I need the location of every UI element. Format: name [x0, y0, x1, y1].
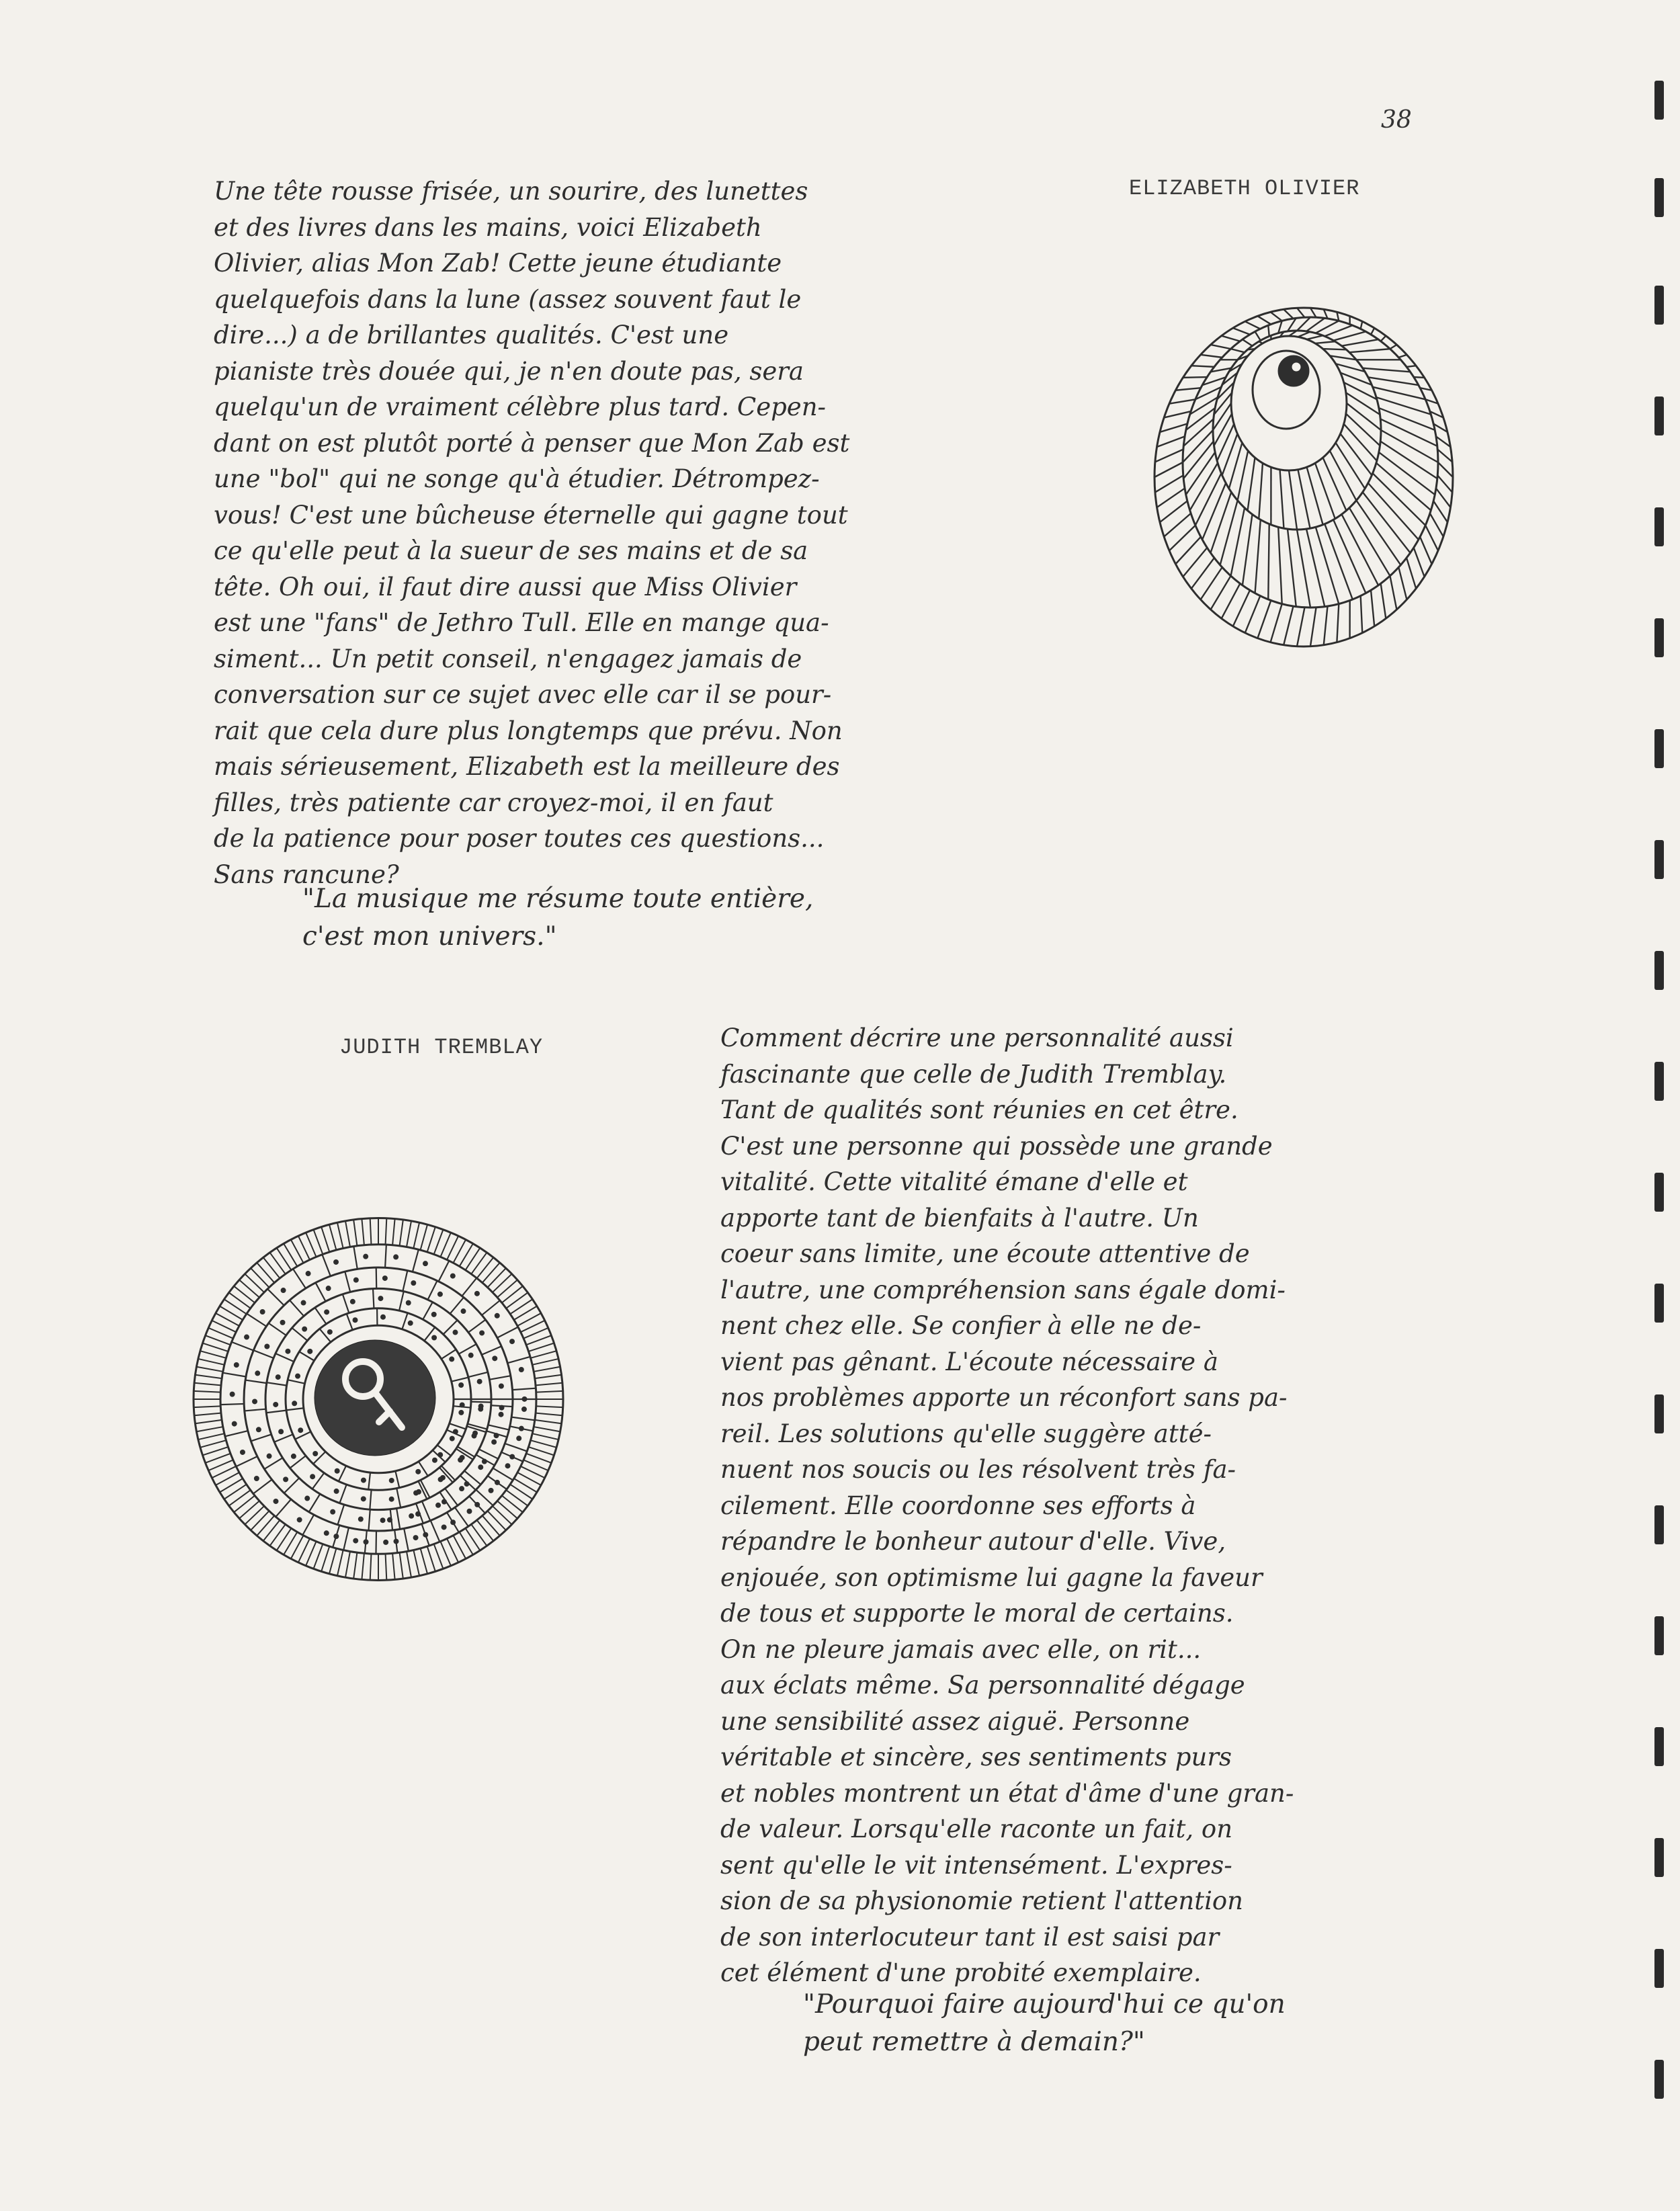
text-line: cilement. Elle coordonne ses efforts à: [720, 1491, 1196, 1520]
elizabeth-spiral-sketch-icon: [1142, 296, 1465, 659]
text-line: de la patience pour poser toutes ces questions...: [214, 824, 825, 853]
text-line: quelquefois dans la lune (assez souvent faut le: [214, 284, 802, 314]
text-line: coeur sans limite, une écoute attentive de: [720, 1239, 1250, 1268]
text-line: et des livres dans les mains, voici Elizabeth: [214, 212, 762, 242]
text-line: est une "fans" de Jethro Tull. Elle en mange qua-: [214, 608, 829, 637]
text-line: Comment décrire une personnalité aussi: [720, 1024, 1234, 1052]
binding-tab: [1654, 2060, 1664, 2099]
text-line: Sans rancune?: [214, 860, 399, 889]
profile-paragraph: [214, 173, 849, 892]
binding-tab: [1654, 1284, 1664, 1323]
binding-tab: [1654, 618, 1664, 657]
text-line: nos problèmes apporte un réconfort sans pa-: [720, 1383, 1288, 1412]
profile-paragraph: [720, 1020, 1294, 1991]
text-line: Une tête rousse frisée, un sourire, des lunettes: [214, 177, 808, 206]
text-line: apporte tant de bienfaits à l'autre. Un: [720, 1203, 1199, 1233]
text-line: rait que cela dure plus longtemps que prévu. Non: [214, 716, 843, 745]
profile-quote: [302, 880, 813, 956]
text-line: cet élément d'une probité exemplaire.: [720, 1958, 1202, 1987]
text-line: dire...) a de brillantes qualités. C'est une: [214, 321, 729, 349]
text-line: filles, très patiente car croyez-moi, il en faut: [214, 788, 773, 817]
binding-tab: [1654, 1505, 1664, 1544]
text-line: Olivier, alias Mon Zab! Cette jeune étudiante: [214, 249, 782, 278]
text-line: ce qu'elle peut à la sueur de ses mains et de sa: [214, 536, 808, 565]
text-line: tête. Oh oui, il faut dire aussi que Miss Olivier: [214, 572, 797, 601]
quote-line: "La musique me résume toute entière,: [302, 884, 814, 914]
text-line: enjouée, son optimisme lui gagne la faveur: [720, 1562, 1263, 1592]
text-line: de valeur. Lorsqu'elle raconte un fait, on: [720, 1814, 1233, 1843]
text-line: une "bol" qui ne songe qu'à étudier. Détrompez-: [214, 464, 820, 493]
text-line: conversation sur ce sujet avec elle car il se pour-: [214, 680, 832, 709]
text-line: On ne pleure jamais avec elle, on rit...: [720, 1634, 1202, 1664]
binding-tab: [1654, 1949, 1664, 1988]
binding-tab: [1654, 1838, 1664, 1877]
binding-tab: [1654, 840, 1664, 879]
text-line: Tant de qualités sont réunies en cet être.: [720, 1095, 1238, 1124]
binding-tab: [1654, 1394, 1664, 1433]
text-line: dant on est plutôt porté à penser que Mon Zab est: [214, 428, 850, 458]
quote-line: c'est mon univers.": [302, 921, 557, 952]
judith-disc-sketch-icon: [180, 1203, 583, 1593]
binding-tab: [1654, 1616, 1664, 1655]
profile-quote: [803, 1986, 1286, 2061]
text-line: fascinante que celle de Judith Tremblay.: [720, 1059, 1227, 1089]
text-line: vient pas gênant. L'écoute nécessaire à: [720, 1347, 1218, 1376]
profile-text-judith: [720, 1020, 1294, 1991]
binding-tab: [1654, 178, 1664, 217]
quote-line: "Pourquoi faire aujourd'hui ce qu'on: [803, 1989, 1286, 2019]
binding-tab: [1654, 951, 1664, 990]
page-number: 38: [1381, 106, 1412, 134]
text-line: pianiste très douée qui, je n'en doute pas, sera: [214, 356, 804, 386]
profile-text-elizabeth: [214, 173, 849, 892]
text-line: siment... Un petit conseil, n'engagez jamais de: [214, 644, 802, 673]
binding-tab: [1654, 507, 1664, 546]
binding-tab: [1654, 286, 1664, 325]
binding-tab: [1654, 1727, 1664, 1766]
text-line: l'autre, une compréhension sans égale domi-: [720, 1275, 1286, 1304]
profile-quote-judith: [803, 1986, 1286, 2061]
text-line: vous! C'est une bûcheuse éternelle qui gagne tout: [214, 500, 848, 530]
binding-tab: [1654, 397, 1664, 435]
binding-tab: [1654, 729, 1664, 768]
text-line: C'est une personne qui possède une grande: [720, 1131, 1273, 1161]
binding-tab: [1654, 81, 1664, 120]
text-line: nuent nos soucis ou les résolvent très fa-: [720, 1455, 1236, 1484]
profile-name-elizabeth: ELIZABETH OLIVIER: [1129, 176, 1360, 201]
text-line: aux éclats même. Sa personnalité dégage: [720, 1671, 1245, 1700]
text-line: mais sérieusement, Elizabeth est la meilleure des: [214, 752, 840, 781]
binding-tab: [1654, 1062, 1664, 1101]
text-line: vitalité. Cette vitalité émane d'elle et: [720, 1167, 1188, 1196]
text-line: sent qu'elle le vit intensément. L'expres-: [720, 1850, 1232, 1880]
text-line: de son interlocuteur tant il est saisi par: [720, 1922, 1220, 1952]
text-line: quelqu'un de vraiment célèbre plus tard. Cepen-: [214, 392, 827, 421]
quote-line: peut remettre à demain?": [803, 2027, 1145, 2057]
text-line: sion de sa physionomie retient l'attention: [720, 1886, 1244, 1915]
text-line: une sensibilité assez aiguë. Personne: [720, 1706, 1190, 1736]
text-line: reil. Les solutions qu'elle suggère atté-: [720, 1419, 1212, 1448]
binding-tab: [1654, 1173, 1664, 1212]
profile-name-judith: JUDITH TREMBLAY: [339, 1035, 544, 1060]
text-line: véritable et sincère, ses sentiments purs: [720, 1743, 1232, 1771]
text-line: de tous et supporte le moral de certains.: [720, 1599, 1234, 1628]
text-line: nent chez elle. Se confier à elle ne de-: [720, 1311, 1202, 1340]
profile-quote-elizabeth: [302, 880, 813, 956]
text-line: et nobles montrent un état d'âme d'une gran-: [720, 1778, 1294, 1808]
text-line: répandre le bonheur autour d'elle. Vive,: [720, 1527, 1226, 1556]
